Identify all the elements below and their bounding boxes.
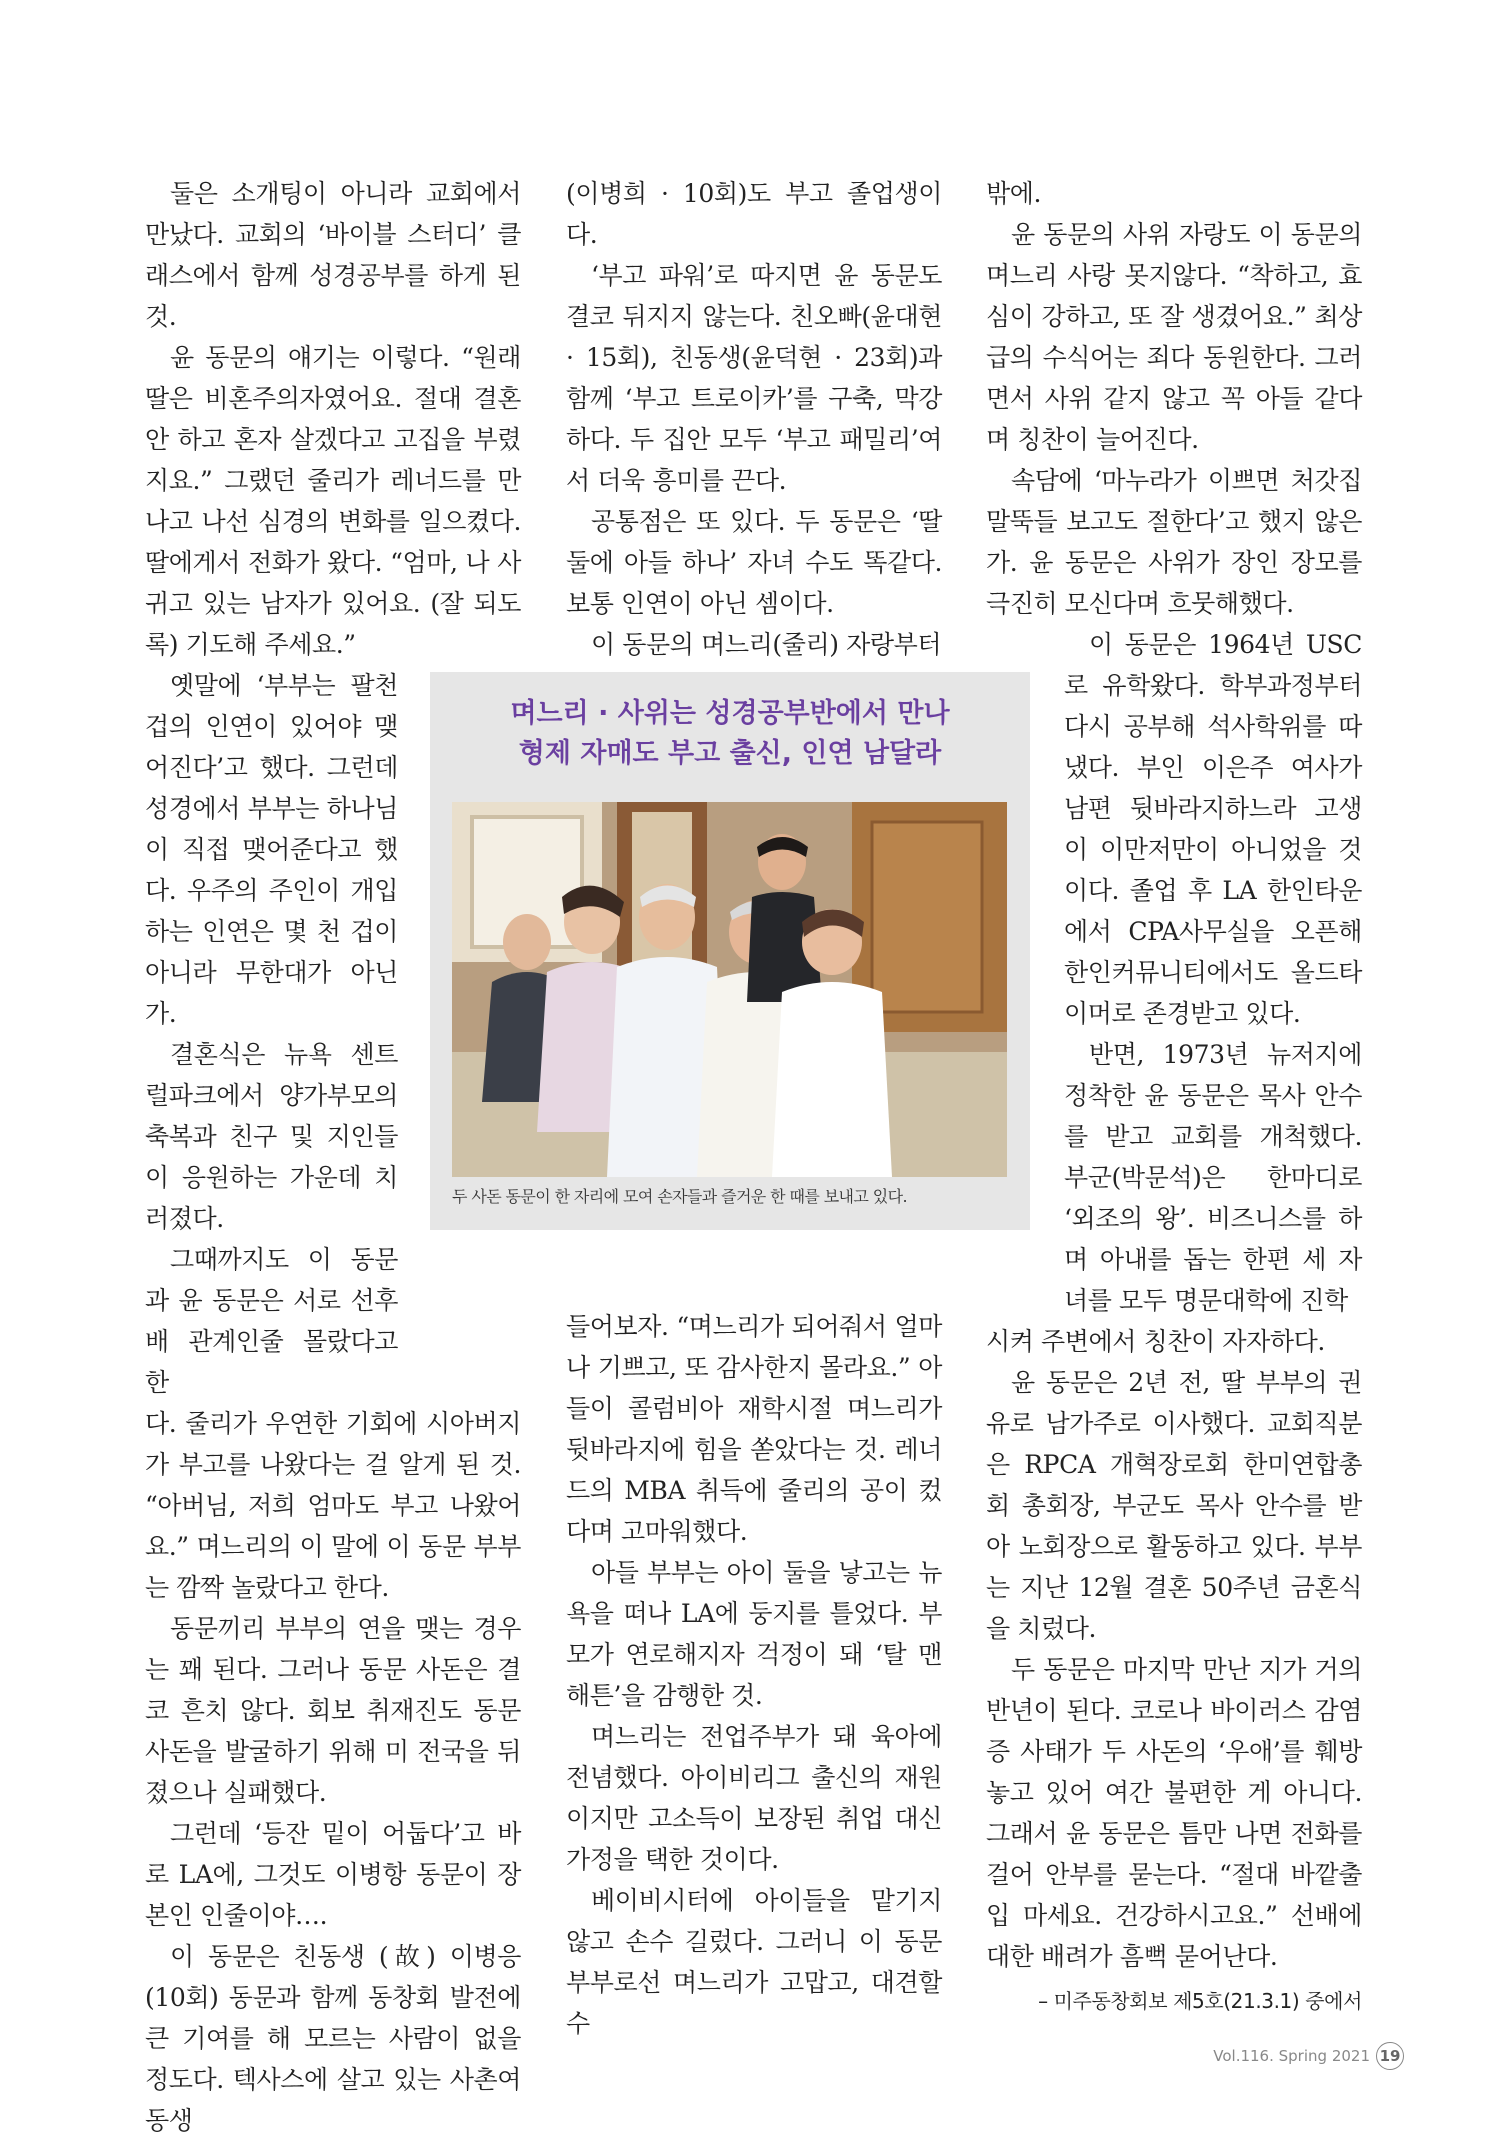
paragraph: 동문끼리 부부의 연을 맺는 경우는 꽤 된다. 그러나 동문 사돈은 결코 흔치 않다. 회보 취재진도 동문 사돈을 발굴하기 위해 미 전국을 뒤졌으나 실패했다. [145, 1614, 521, 1807]
paragraph: 며느리는 전업주부가 돼 육아에 전념했다. 아이비리그 출신의 재원이지만 고소득이 보장된 취업 대신 가정을 택한 것이다. [566, 1722, 942, 1874]
feature-headline [430, 694, 1030, 774]
column-2-top [566, 173, 942, 665]
paragraph: 다. 줄리가 우연한 기회에 시아버지가 부고를 나왔다는 걸 알게 된 것. “아버님, 저희 엄마도 부고 나왔어요.” 며느리의 이 말에 이 동문 부부는 깜짝 놀랐다고 한다. [145, 1409, 521, 1602]
column-3 [986, 173, 1362, 2022]
paragraph: 반면, 1973년 뉴저지에 정착한 윤 동문은 목사 안수를 받고 교회를 개척했다. 부군(박문석)은 한마디로 ‘외조의 왕’. 비즈니스를 하며 아내를 돕는 한편 세 자녀를 모두 명문대학에 진학 [1064, 1040, 1362, 1315]
paragraph: 속담에 ‘마누라가 이쁘면 처갓집 말뚝들 보고도 절한다’고 했지 않은가. 윤 동문은 사위가 장인 장모를 극진히 모신다며 흐뭇해했다. [986, 466, 1362, 618]
headline-line-1: 며느리 · 사위는 성경공부반에서 만나 [510, 698, 950, 729]
feature-box [430, 672, 1030, 1230]
paragraph: 윤 동문의 사위 자랑도 이 동문의 며느리 사랑 못지않다. “착하고, 효심이 강하고, 또 잘 생겼어요.” 최상급의 수식어는 죄다 동원한다. 그러면서 사위 같지 않고 꼭 아들 같다며 칭찬이 늘어진다. [986, 220, 1362, 454]
paragraph: (이병희 · 10회)도 부고 졸업생이다. [566, 179, 942, 249]
paragraph: 이 동문은 친동생 (故) 이병응(10회) 동문과 함께 동창회 발전에 큰 기여를 해 모르는 사람이 없을 정도다. 텍사스에 살고 있는 사촌여동생 [145, 1942, 521, 2135]
paragraph: ‘부고 파워’로 따지면 윤 동문도 결코 뒤지지 않는다. 친오빠(윤대현 · 15회), 친동생(윤덕현 · 23회)과 함께 ‘부고 트로이카’를 구축, 막강하다. 두 집안 모두 ‘부고 패밀리’여서 더욱 흥미를 끈다. [566, 261, 942, 495]
paragraph: 공통점은 또 있다. 두 동문은 ‘딸 둘에 아들 하나’ 자녀 수도 똑같다. 보통 인연이 아닌 셈이다. [566, 507, 942, 618]
paragraph: 윤 동문은 2년 전, 딸 부부의 권유로 남가주로 이사했다. 교회직분은 RPCA 개혁장로회 한미연합총회 총회장, 부군도 목사 안수를 받아 노회장으로 활동하고 있다. 부부는 지난 12월 결혼 50주년 금혼식을 치렀다. [986, 1368, 1362, 1643]
paragraph: 결혼식은 뉴욕 센트럴파크에서 양가부모의 축복과 친구 및 지인들이 응원하는 가운데 치러졌다. [145, 1040, 398, 1233]
wrapped-text-block [1064, 624, 1362, 1321]
issue-label: Vol.116. Spring 2021 [1213, 2047, 1370, 2065]
paragraph: 윤 동문의 얘기는 이렇다. “원래 딸은 비혼주의자였어요. 절대 결혼 안 하고 혼자 살겠다고 고집을 부렸지요.” 그랬던 줄리가 레너드를 만나고 나선 심경의 변화를 일으켰다. 딸에게서 전화가 왔다. “엄마, 나 사귀고 있는 남자가 있어요. (잘 되도록) 기도해 주세요.” [145, 343, 521, 659]
page-number: 19 [1376, 2042, 1404, 2070]
family-photo [452, 802, 1007, 1177]
paragraph: 아들 부부는 아이 둘을 낳고는 뉴욕을 떠나 LA에 둥지를 틀었다. 부모가 연로해지자 걱정이 돼 ‘탈 맨해튼’을 감행한 것. [566, 1558, 942, 1710]
column-2-bottom [566, 1306, 942, 2044]
paragraph: 시켜 주변에서 칭찬이 자자하다. [986, 1327, 1325, 1356]
paragraph: 그때까지도 이 동문과 윤 동문은 서로 선후배 관계인줄 몰랐다고 한 [145, 1245, 398, 1397]
photo-caption: 두 사돈 동문이 한 자리에 모여 손자들과 즐거운 한 때를 보내고 있다. [452, 1187, 907, 1206]
paragraph: 두 동문은 마지막 만난 지가 거의 반년이 된다. 코로나 바이러스 감염증 사태가 두 사돈의 ‘우애’를 훼방놓고 있어 여간 불편한 게 아니다. 그래서 윤 동문은 틈만 나면 전화를 걸어 안부를 묻는다. “절대 바깥출입 마세요. 건강하시고요.” 선배에 대한 배려가 흠뻑 묻어난다. [986, 1655, 1362, 1971]
paragraph: 베이비시터에 아이들을 맡기지 않고 손수 길렀다. 그러니 이 동문 부부로선 며느리가 고맙고, 대견할 수 [566, 1886, 942, 2038]
paragraph: 옛말에 ‘부부는 팔천 겁의 인연이 있어야 맺어진다’고 했다. 그런데 성경에서 부부는 하나님이 직접 맺어준다고 했다. 우주의 주인이 개입하는 인연은 몇 천 겁이 아니라 무한대가 아닌가. [145, 671, 398, 1028]
paragraph: 밖에. [986, 179, 1042, 208]
family-photo-illustration [452, 802, 1007, 1177]
paragraph: 둘은 소개팅이 아니라 교회에서 만났다. 교회의 ‘바이블 스터디’ 클래스에서 함께 성경공부를 하게 된 것. [145, 179, 521, 331]
paragraph: 이 동문은 1964년 USC로 유학왔다. 학부과정부터 다시 공부해 석사학위를 따냈다. 부인 이은주 여사가 남편 뒷바라지하느라 고생이 이만저만이 아니었을 것이다. 졸업 후 LA 한인타운에서 CPA사무실을 오픈해 한인커뮤니티에서도 올드타이머로 존경받고 있다. [1064, 630, 1362, 1028]
source-citation: – 미주동창회보 제5호(21.3.1) 중에서 [1038, 1989, 1362, 2013]
paragraph: 그런데 ‘등잔 밑이 어둡다’고 바로 LA에, 그것도 이병항 동문이 장본인 인줄이야…. [145, 1819, 521, 1930]
wrapped-text-block [145, 665, 398, 1403]
page-footer [1213, 2042, 1404, 2070]
paragraph: 들어보자. “며느리가 되어줘서 얼마나 기쁘고, 또 감사한지 몰라요.” 아들이 콜럼비아 재학시절 며느리가 뒷바라지에 힘을 쏟았다는 것. 레너드의 MBA 취득에 줄리의 공이 컸다며 고마워했다. [566, 1312, 942, 1546]
paragraph: 이 동문의 며느리(줄리) 자랑부터 [591, 630, 942, 659]
headline-line-2: 형제 자매도 부고 출신, 인연 남달라 [518, 738, 942, 769]
